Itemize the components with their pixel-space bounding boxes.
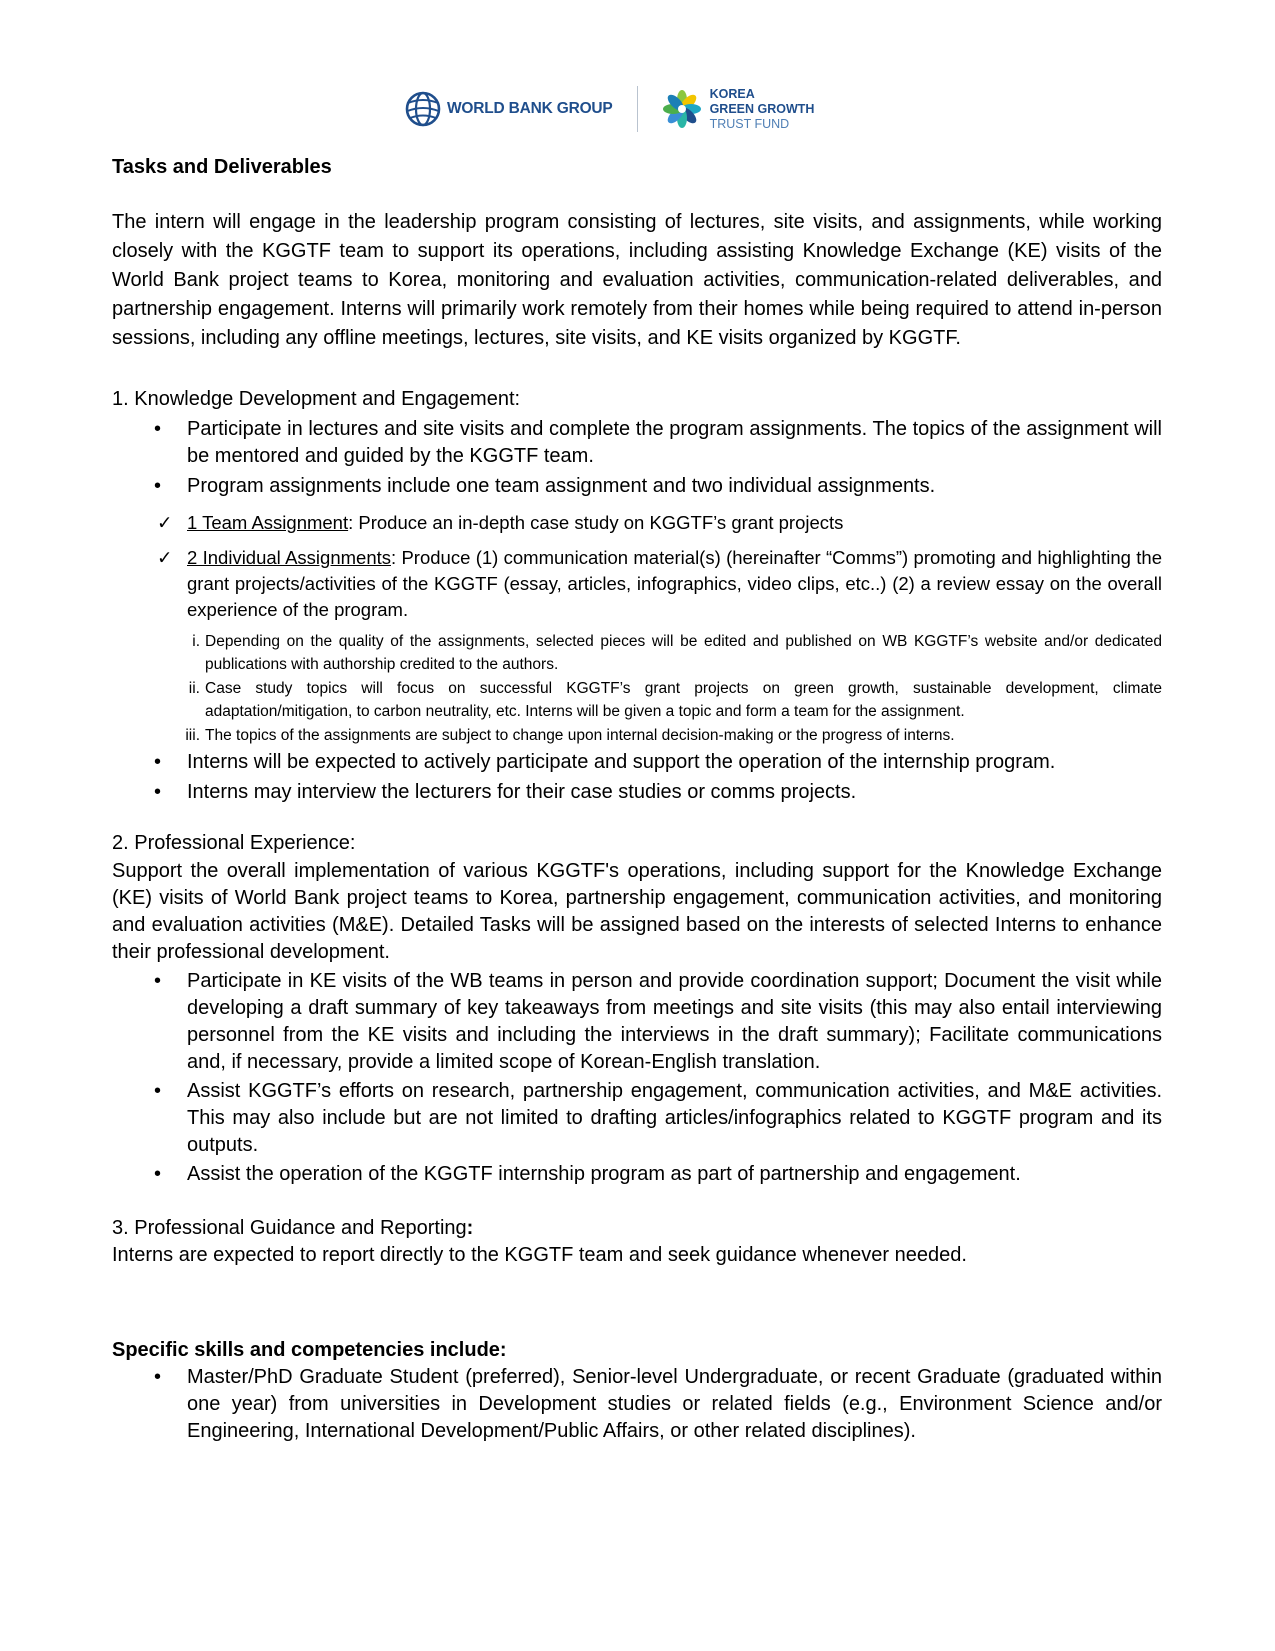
- kggtf-flower-icon: [662, 89, 702, 129]
- section-1-bullets-b: [112, 747, 1162, 807]
- section-1: [112, 384, 1162, 807]
- skills-heading: Specific skills and competencies include:: [112, 1339, 507, 1361]
- kggtf-logo: [662, 87, 815, 132]
- checkmark-icon: ✓: [157, 547, 173, 568]
- world-bank-logo: [405, 91, 613, 127]
- section-2-paragraph: Support the overall implementation of various KGGTF's operations, including support for the Knowledge Exchange (KE) visits of World Bank project teams to Korea, partnership engagement, communication activities, and monitoring and evaluation activities (M&E). Detailed Tasks will be assigned based on the interests of selected Interns to enhance their professional development.: [112, 860, 1162, 963]
- checkmark-icon: ✓: [157, 512, 173, 533]
- list-item: ii. Case study topics will focus on successful KGGTF’s grant projects on green growth, sustainable development, climate adaptation/mitigation, to carbon neutrality, etc. Interns will be given a topic and form a team for the assignment.: [188, 680, 1162, 720]
- list-item: • Program assignments include one team assignment and two individual assignments.: [112, 473, 1162, 500]
- list-item: i. Depending on the quality of the assignments, selected pieces will be edited and published on WB KGGTF’s website and/or dedicated publications with authorship credited to the authors.: [192, 633, 1162, 673]
- assignment-notes: [112, 630, 1162, 747]
- section-1-heading: 1. Knowledge Development and Engagement:: [112, 388, 521, 410]
- list-item: • Interns may interview the lecturers for their case studies or comms projects.: [112, 777, 1162, 807]
- logo-divider: [637, 86, 638, 132]
- check-item-individual: [112, 545, 1162, 623]
- list-item: • Participate in lectures and site visits and complete the program assignments. The topics of the assignment will be mentored and guided by the KGGTF team.: [112, 416, 1162, 470]
- header-logos: [405, 84, 814, 134]
- globe-icon: [405, 91, 441, 127]
- intro-paragraph: The intern will engage in the leadership program consisting of lectures, site visits, and assignments, while working closely with the KGGTF team to support its operations, including assisting Knowledge Exchange (KE) visits of the World Bank project teams to Korea, monitoring and evaluation activities, communication-related deliverables, and partnership engagement. Interns will primarily work remotely from their homes while being required to attend in-person sessions, including any offline meetings, lectures, site visits, and KE visits organized by KGGTF.: [112, 211, 1162, 349]
- list-item: • Interns will be expected to actively participate and support the operation of the internship program.: [112, 747, 1162, 777]
- list-item: • Assist KGGTF’s efforts on research, partnership engagement, communication activities, and M&E activities. This may also include but are not limited to drafting articles/infographics related to KGGTF program and its outputs.: [112, 1078, 1162, 1159]
- section-3: [112, 1215, 1162, 1269]
- individual-assignments-text: : Produce (1) communication material(s) (hereinafter “Comms”) promoting and highlighting the grant projects/activities of the KGGTF (essay, articles, infographics, video clips, etc..) (2) a review essay on the overall experience of the program.: [187, 547, 1162, 620]
- individual-assignments-label: 2 Individual Assignments: [187, 547, 391, 568]
- page-title: Tasks and Deliverables: [112, 156, 332, 178]
- list-item: • Assist the operation of the KGGTF internship program as part of partnership and engagement.: [112, 1161, 1162, 1188]
- kggtf-line-2: GREEN GROWTH: [709, 101, 815, 116]
- section-2-bullets: [112, 968, 1162, 1188]
- section-2-heading: 2. Professional Experience:: [112, 832, 356, 854]
- section-3-paragraph: Interns are expected to report directly to the KGGTF team and seek guidance whenever needed.: [112, 1244, 967, 1266]
- kggtf-line-1: KOREA: [709, 86, 755, 101]
- world-bank-wordmark: WORLD BANK GROUP: [447, 100, 613, 117]
- skills-bullets: [112, 1364, 1162, 1445]
- kggtf-line-3: TRUST FUND: [709, 116, 790, 131]
- section-1-bullets-a: [112, 416, 1162, 500]
- list-item: iii. The topics of the assignments are subject to change upon internal decision-making or the progress of interns.: [185, 727, 955, 744]
- check-item-team: [112, 510, 1162, 536]
- list-item: • Master/PhD Graduate Student (preferred), Senior-level Undergraduate, or recent Graduate (graduated within one year) from universities in Development studies or related fields (e.g., Environment Science and/or Engineering, International Development/Public Affairs, or other related disciplines).: [112, 1364, 1162, 1445]
- section-3-heading: 3. Professional Guidance and Reporting:: [112, 1217, 474, 1239]
- list-item: • Participate in KE visits of the WB teams in person and provide coordination support; Document the visit while developing a draft summary of key takeaways from meetings and site visits (this may also entail interviewing personnel from the KE visits and including the interviews in the draft summary); Facilitate communications and, if necessary, provide a limited scope of Korean-English translation.: [112, 968, 1162, 1076]
- kggtf-wordmark: [710, 87, 815, 132]
- skills-section: [112, 1337, 1162, 1445]
- team-assignment-text: : Produce an in-depth case study on KGGTF’s grant projects: [348, 512, 844, 533]
- section-2: [112, 830, 1162, 1188]
- team-assignment-label: 1 Team Assignment: [187, 512, 349, 533]
